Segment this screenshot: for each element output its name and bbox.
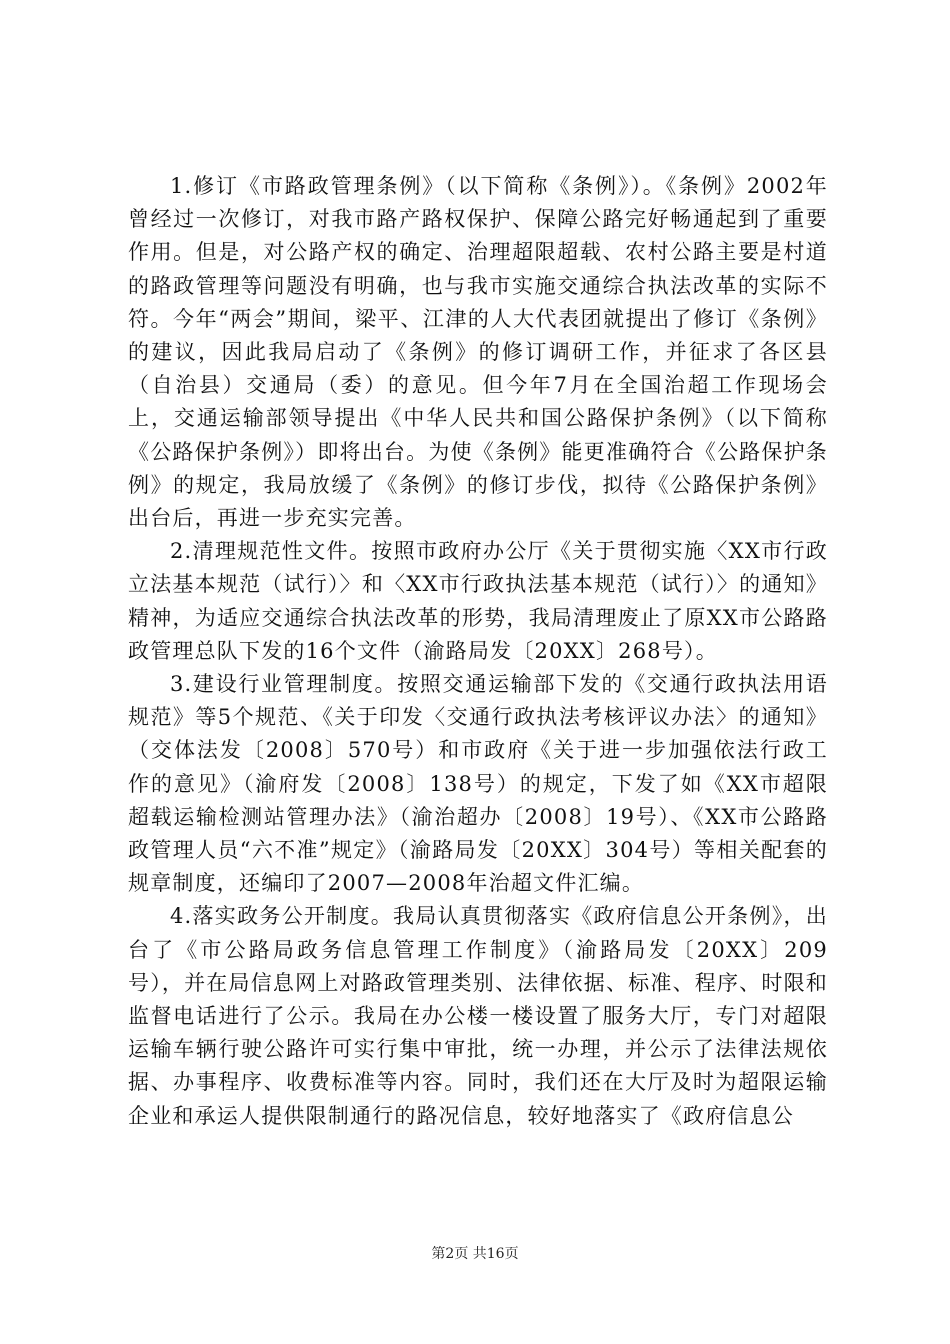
paragraph-1: 1.修订《市路政管理条例》（以下简称《条例》）。《条例》2002年曾经过一次修订，对我市路产路权保护、保障公路完好畅通起到了重要作用。但是，对公路产权的确定、治理超限超载、农村公路主要是村道的路政管理等问题没有明确，也与我市实施交通综合执法改革的实际不符。今年“两会”期间，梁平、江津的人大代表团就提出了修订《条例》的建议，因此我局启动了《条例》的修订调研工作，并征求了各区县（自治县）交通局（委）的意见。但今年7月在全国治超工作现场会上，交通运输部领导提出《中华人民共和国公路保护条例》（以下简称《公路保护条例》）即将出台。为使《条例》能更准确符合《公路保护条例》的规定，我局放缓了《条例》的修订步伐，拟待《公路保护条例》出台后，再进一步充实完善。 — [128, 174, 828, 531]
paragraph-4: 4.落实政务公开制度。我局认真贯彻落实《政府信息公开条例》，出台了《市公路局政务信息管理工作制度》（渝路局发〔20XX〕209号），并在局信息网上对路政管理类别、法律依据、标准、程序、时限和监督电话进行了公示。我局在办公楼一楼设置了服务大厅，专门对超限运输车辆行驶公路许可实行集中审批，统一办理，并公示了法律法规依据、办事程序、收费标准等内容。同时，我们还在大厅及时为超限运输企业和承运人提供限制通行的路况信息，较好地落实了《政府信息公 — [128, 904, 828, 1128]
paragraph-3: 3.建设行业管理制度。按照交通运输部下发的《交通行政执法用语规范》等5个规范、《关于印发〈交通行政执法考核评议办法〉的通知》（交体法发〔2008〕570号）和市政府《关于进一步加强依法行政工作的意见》（渝府发〔2008〕138号）的规定，下发了如《XX市超限超载运输检测站管理办法》（渝治超办〔2008〕19号）、《XX市公路路政管理人员“六不准”规定》（渝路局发〔20XX〕304号）等相关配套的规章制度，还编印了2007—2008年治超文件汇编。 — [128, 672, 828, 896]
document-body — [128, 170, 828, 1133]
page-footer: 第2页 共16页 — [431, 1246, 519, 1262]
paragraph-2: 2.清理规范性文件。按照市政府办公厅《关于贯彻实施〈XX市行政立法基本规范（试行）〉和〈XX市行政执法基本规范（试行）〉的通知》精神，为适应交通综合执法改革的形势，我局清理废止了原XX市公路路政管理总队下发的16个文件（渝路局发〔20XX〕268号）。 — [128, 539, 828, 663]
